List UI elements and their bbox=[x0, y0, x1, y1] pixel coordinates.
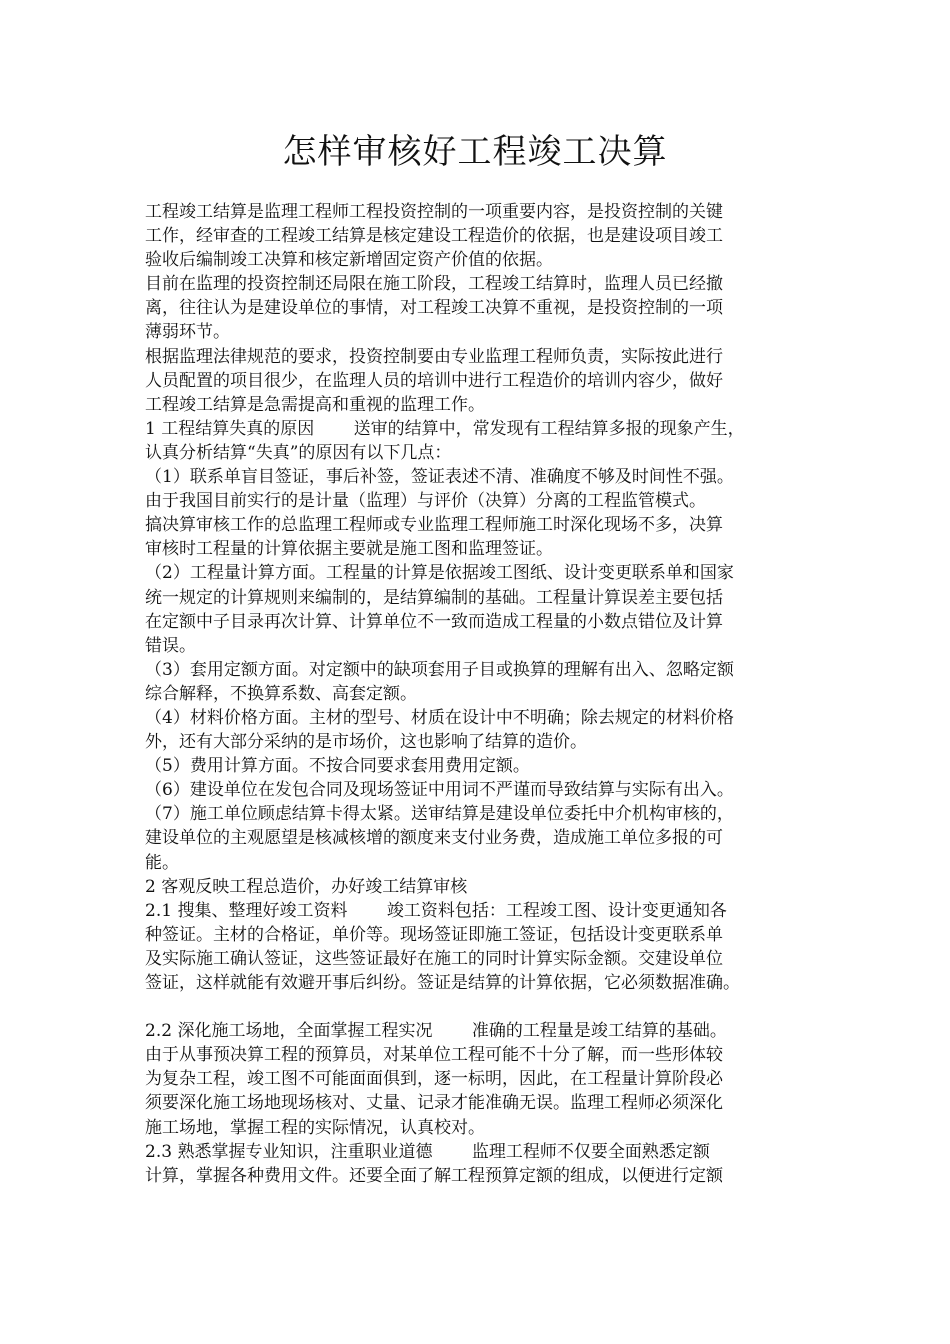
body-line bbox=[145, 995, 825, 1019]
body-line: 统一规定的计算规则来编制的，是结算编制的基础。工程量计算误差主要包括 bbox=[145, 587, 723, 608]
body-line: 须要深化施工场地现场核对、丈量、记录才能准确无误。监理工程师必须深化 bbox=[145, 1093, 723, 1114]
body-line: 能。 bbox=[145, 852, 179, 873]
body-line: 薄弱环节。 bbox=[145, 322, 230, 343]
body-line: 1 工程结算失真的原因 送审的结算中，常发现有工程结算多报的现象产生， bbox=[145, 418, 745, 439]
document-body bbox=[145, 200, 825, 1188]
body-line: 工程竣工结算是急需提高和重视的监理工作。 bbox=[145, 394, 485, 415]
body-line: 搞决算审核工作的总监理工程师或专业监理工程师施工时深化现场不多，决算 bbox=[145, 515, 723, 536]
body-line: （4）材料价格方面。主材的型号、材质在设计中不明确；除去规定的材料价格 bbox=[145, 707, 734, 728]
body-line: 人员配置的项目很少，在监理人员的培训中进行工程造价的培训内容少，做好 bbox=[145, 370, 723, 391]
body-line: （2）工程量计算方面。工程量的计算是依据竣工图纸、设计变更联系单和国家 bbox=[145, 563, 734, 584]
body-line: 计算，掌握各种费用文件。还要全面了解工程预算定额的组成，以便进行定额 bbox=[145, 1165, 723, 1186]
body-line: 工程竣工结算是监理工程师工程投资控制的一项重要内容，是投资控制的关键 bbox=[145, 202, 723, 222]
body-line: 建设单位的主观愿望是核减核增的额度来支付业务费，造成施工单位多报的可 bbox=[145, 828, 723, 849]
body-line: 在定额中子目录再次计算、计算单位不一致而造成工程量的小数点错位及计算 bbox=[145, 611, 723, 632]
body-line: 2.2 深化施工场地，全面掌握工程实况 准确的工程量是竣工结算的基础。 bbox=[145, 1021, 727, 1042]
body-line: 2.1 搜集、整理好竣工资料 竣工资料包括：工程竣工图、设计变更通知各 bbox=[145, 900, 727, 921]
body-line: 认真分析结算“失真”的原因有以下几点： bbox=[145, 442, 452, 463]
body-line: 外，还有大部分采纳的是市场价，这也影响了结算的造价。 bbox=[145, 732, 587, 753]
body-line: 2 客观反映工程总造价，办好竣工结算审核 bbox=[145, 876, 468, 897]
body-line: 及实际施工确认签证，这些签证最好在施工的同时计算实际金额。交建设单位 bbox=[145, 948, 723, 969]
body-line: （1）联系单盲目签证，事后补签，签证表述不清、准确度不够及时间性不强。 bbox=[145, 467, 734, 488]
body-line: 离，往往认为是建设单位的事情，对工程竣工决算不重视，是投资控制的一项 bbox=[145, 298, 723, 319]
body-line: 审核时工程量的计算依据主要就是施工图和监理签证。 bbox=[145, 539, 553, 560]
body-line: 施工场地，掌握工程的实际情况，认真校对。 bbox=[145, 1117, 485, 1138]
body-line: 工作，经审查的工程竣工结算是核定建设工程造价的依据，也是建设项目竣工 bbox=[145, 226, 723, 247]
body-line: 目前在监理的投资控制还局限在施工阶段，工程竣工结算时，监理人员已经撤 bbox=[145, 274, 723, 295]
body-line: 2.3 熟悉掌握专业知识，注重职业道德 监理工程师不仅要全面熟悉定额 bbox=[145, 1141, 710, 1162]
body-line: 签证，这样就能有效避开事后纠纷。签证是结算的计算依据，它必须数据准确。 bbox=[145, 973, 740, 993]
body-line: 综合解释，不换算系数、高套定额。 bbox=[145, 683, 417, 704]
body-line: 错误。 bbox=[145, 635, 196, 656]
body-line: （5）费用计算方面。不按合同要求套用费用定额。 bbox=[145, 756, 530, 777]
document-title: 怎样审核好工程竣工决算 bbox=[282, 132, 668, 172]
body-line: （3）套用定额方面。对定额中的缺项套用子目或换算的理解有出入、忽略定额 bbox=[145, 659, 734, 680]
body-line: 种签证。主材的合格证，单价等。现场签证即施工签证，包括设计变更联系单 bbox=[145, 924, 723, 945]
body-line: 由于从事预决算工程的预算员，对某单位工程可能不十分了解，而一些形体较 bbox=[145, 1045, 723, 1066]
body-line: （6）建设单位在发包合同及现场签证中用词不严谨而导致结算与实际有出入。 bbox=[145, 780, 734, 801]
body-line: 验收后编制竣工决算和核定新增固定资产价值的依据。 bbox=[145, 250, 553, 271]
body-line: 为复杂工程，竣工图不可能面面俱到，逐一标明，因此，在工程量计算阶段必 bbox=[145, 1069, 723, 1090]
body-line: 由于我国目前实行的是计量（监理）与评价（决算）分离的工程监管模式。 bbox=[145, 491, 706, 512]
body-line: （7）施工单位顾虑结算卡得太紧。送审结算是建设单位委托中介机构审核的， bbox=[145, 804, 734, 825]
body-line: 根据监理法律规范的要求，投资控制要由专业监理工程师负责，实际按此进行 bbox=[145, 346, 723, 367]
